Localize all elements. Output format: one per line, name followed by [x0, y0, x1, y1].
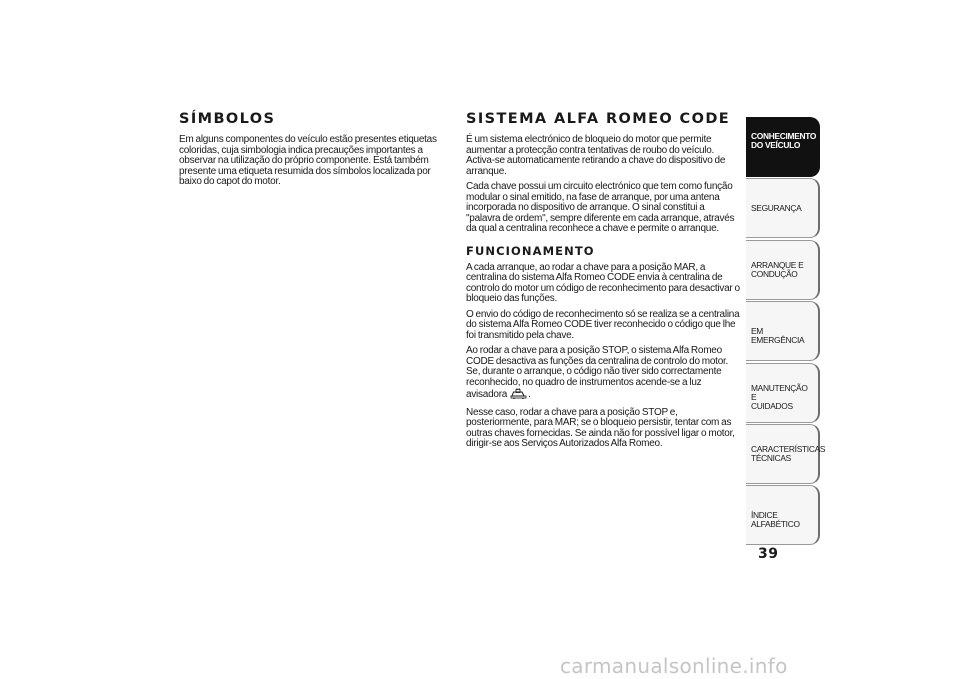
- paragraph-text-end: .: [528, 389, 531, 400]
- chapter-tabs: [746, 117, 826, 547]
- tab-indice-alfabetico[interactable]: [746, 485, 820, 545]
- tab-conhecimento-do-veiculo[interactable]: [746, 117, 820, 177]
- car-lock-warning-icon: [510, 388, 527, 403]
- tab-label: EM EMERGÊNCIA: [751, 326, 805, 346]
- paragraph: Nesse caso, rodar a chave para a posição STOP e, posteriormente, para MAR; se o bloqueio persistir, tentar com as outras chaves fornecidas. Se ainda não for possível ligar o motor, dirigir-se aos Serviços Autorizados Alfa Romeo.: [466, 406, 735, 449]
- page-number: 39: [758, 546, 779, 562]
- right-column: [466, 110, 740, 455]
- paragraph: A cada arranque, ao rodar a chave para a posição MAR, a centralina do sistema Alfa Romeo CODE envia à centralina de controlo do motor um código de reconhecimento para desactivar o bloqueio das funções.: [466, 261, 740, 304]
- paragraph: O envio do código de reconhecimento só se realiza se a centralina do sistema Alfa Romeo CODE tiver reconhecido o código que lhe foi transmitido pela chave.: [466, 308, 740, 341]
- paragraph-with-icon: [466, 346, 740, 403]
- tab-label: TÉCNICAS: [751, 452, 791, 463]
- tab-label: CONDUÇÃO: [751, 268, 798, 279]
- watermark: carmanualsonline.info: [560, 654, 788, 678]
- tab-label: DO VEÍCULO: [751, 140, 801, 150]
- paragraph-text: Ao rodar a chave para a posição STOP, o sistema Alfa Romeo CODE desactiva as funções da centralina de controlo do motor. Se, durante o arranque, o código não tiver sido correctamente reconhecido, no quadro de instrumentos acende-se a luz avisadora: [466, 345, 729, 400]
- paragraph: Em alguns componentes do veículo estão presentes etiquetas coloridas, cuja simbologia indica precauções importantes a observar na utilização do próprio componente. Está também presente uma etiqueta resumida dos símbolos localizada por baixo do capot do motor.: [179, 134, 437, 187]
- paragraph: É um sistema electrónico de bloqueio do motor que permite aumentar a protecção contra tentativas de roubo do veículo. Activa-se automaticamente retirando a chave do dispositivo de arranque.: [466, 134, 726, 177]
- tab-label: CONHECIMENTO: [751, 131, 817, 141]
- section-title-simbolos: SÍMBOLOS: [179, 111, 276, 127]
- tab-label: MANUTENÇÃO E: [751, 382, 808, 402]
- left-column: [179, 110, 451, 193]
- tab-caracteristicas-tecnicas[interactable]: [746, 424, 826, 484]
- subsection-title-funcionamento: FUNCIONAMENTO: [466, 243, 595, 258]
- tab-em-emergencia[interactable]: [746, 301, 820, 361]
- tab-manutencao-e-cuidados[interactable]: [746, 363, 820, 423]
- tab-arranque-e-conducao[interactable]: [746, 240, 820, 300]
- tab-label: CUIDADOS: [751, 400, 793, 411]
- section-title-alfa-romeo-code: SISTEMA ALFA ROMEO CODE: [466, 111, 731, 127]
- tab-label: ARRANQUE E: [751, 259, 804, 270]
- paragraph: Cada chave possui um circuito electrónico que tem como função modular o sinal emitido, na fase de arranque, por uma antena incorporada no dispositivo de arranque. O sinal constitui a "palavra de ordem", sempre diferente em cada arranque, através da qual a centralina reconhece a chave e permite o arranque.: [466, 181, 735, 234]
- tab-label: SEGURANÇA: [751, 203, 802, 214]
- tab-label: CARACTERÍSTICAS: [751, 443, 826, 454]
- tab-seguranca[interactable]: [746, 178, 820, 238]
- tab-label: ÍNDICE ALFABÉTICO: [751, 510, 800, 530]
